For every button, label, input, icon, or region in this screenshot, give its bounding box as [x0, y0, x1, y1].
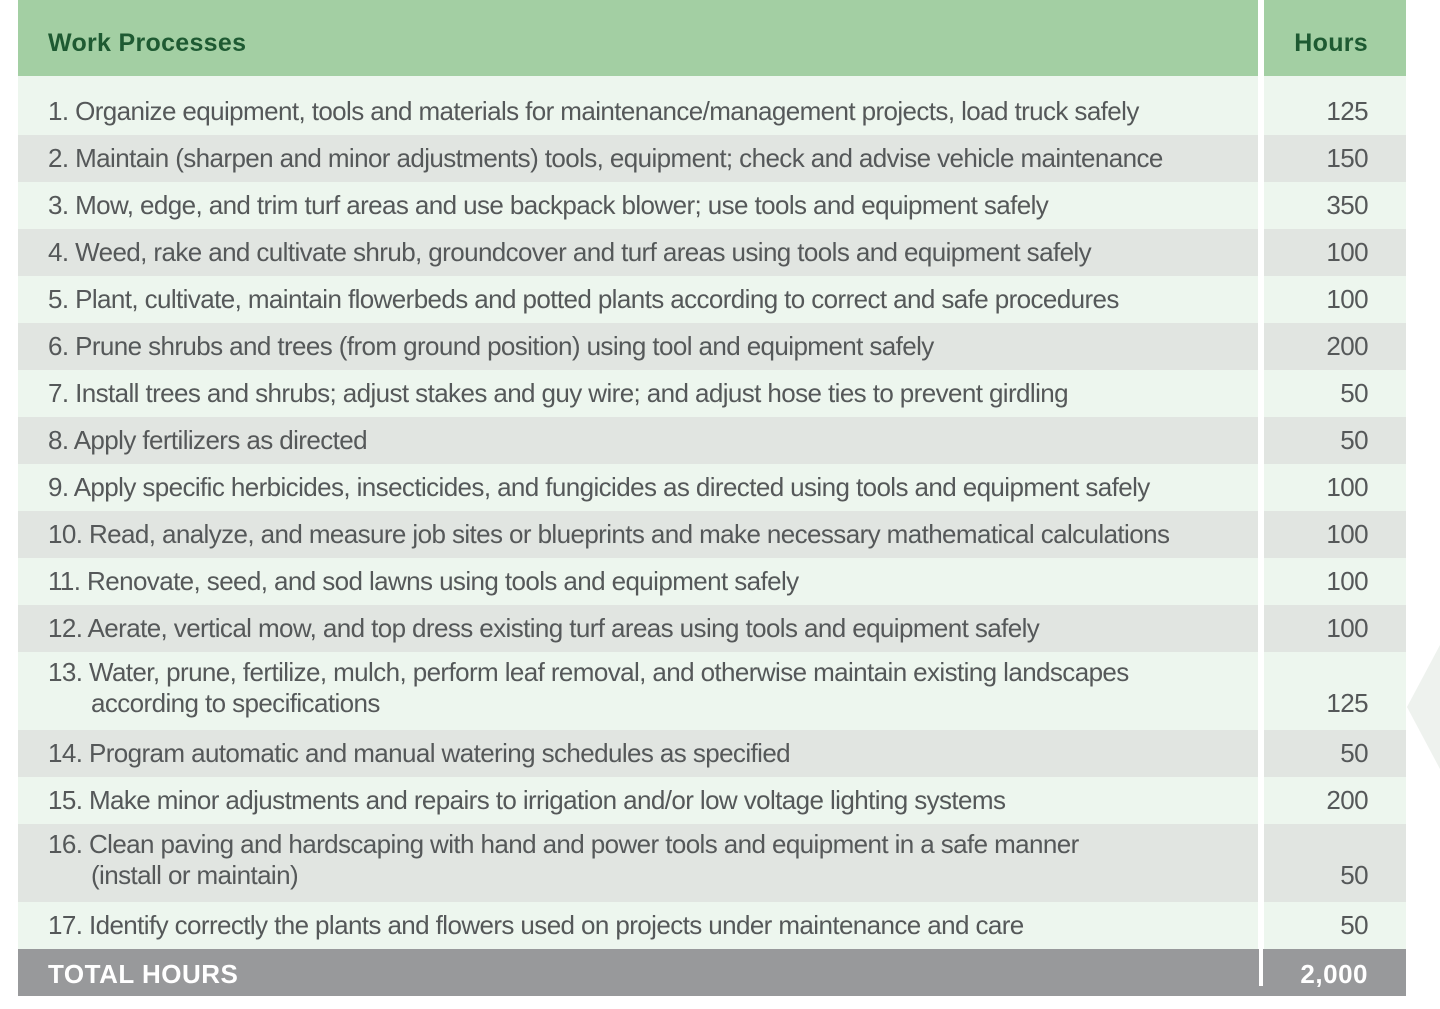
- table-row: [18, 730, 1406, 777]
- process-cell: [18, 182, 1258, 229]
- hours-cell: 100: [1264, 464, 1406, 511]
- header-work-processes: Work Processes: [18, 0, 1258, 76]
- process-number: 8.: [48, 425, 69, 455]
- table-row: [18, 824, 1406, 902]
- work-processes-table: [18, 0, 1406, 996]
- hours-cell: 100: [1264, 605, 1406, 652]
- process-cell: [18, 370, 1258, 417]
- process-number: 3.: [48, 190, 69, 220]
- process-cell: [18, 558, 1258, 605]
- table-row: [18, 76, 1406, 135]
- process-cell: [18, 323, 1258, 370]
- process-cell: [18, 824, 1258, 902]
- table-row: [18, 276, 1406, 323]
- process-cell: [18, 605, 1258, 652]
- process-cell: [18, 464, 1258, 511]
- process-text: Maintain (sharpen and minor adjustments) tools, equipment; check and advise vehicle maintenance: [75, 143, 1163, 173]
- column-divider: [1258, 949, 1264, 996]
- table-row: [18, 370, 1406, 417]
- process-text: Aerate, vertical mow, and top dress existing turf areas using tools and equipment safely: [87, 613, 1040, 643]
- process-cell: [18, 76, 1258, 135]
- process-number: 16.: [48, 829, 83, 859]
- table-row: [18, 464, 1406, 511]
- hours-cell: 100: [1264, 558, 1406, 605]
- hours-cell: 125: [1264, 76, 1406, 135]
- process-number: 4.: [48, 237, 69, 267]
- total-label: TOTAL HOURS: [18, 949, 1258, 996]
- hours-cell: 200: [1264, 323, 1406, 370]
- process-text: Water, prune, fertilize, mulch, perform leaf removal, and otherwise maintain existing landscapes: [88, 657, 1129, 687]
- process-number: 17.: [48, 910, 83, 940]
- process-text: Read, analyze, and measure job sites or blueprints and make necessary mathematical calculations: [88, 519, 1170, 549]
- process-cell: [18, 276, 1258, 323]
- process-cell: [18, 652, 1258, 730]
- process-text-continued: (install or maintain): [91, 860, 299, 890]
- process-number: 12.: [48, 613, 83, 643]
- process-number: 15.: [48, 785, 83, 815]
- header-hours: Hours: [1264, 0, 1406, 76]
- process-text: Renovate, seed, and sod lawns using tools and equipment safely: [87, 566, 799, 596]
- process-number: 2.: [48, 143, 69, 173]
- process-text: Clean paving and hardscaping with hand and power tools and equipment in a safe manner: [88, 829, 1079, 859]
- process-cell: [18, 417, 1258, 464]
- process-cell: [18, 730, 1258, 777]
- process-text: Make minor adjustments and repairs to irrigation and/or low voltage lighting systems: [88, 785, 1006, 815]
- table-header: [18, 0, 1406, 76]
- process-text: Install trees and shrubs; adjust stakes and guy wire; and adjust hose ties to prevent girdling: [75, 378, 1068, 408]
- process-text: Apply specific herbicides, insecticides, and fungicides as directed using tools and equipment safely: [73, 472, 1150, 502]
- process-cell: [18, 902, 1258, 949]
- decorative-arrow-shape: [1407, 645, 1440, 769]
- table-row: [18, 135, 1406, 182]
- hours-cell: 125: [1264, 652, 1406, 730]
- hours-cell: 50: [1264, 417, 1406, 464]
- process-number: 13.: [48, 657, 83, 687]
- table-row: [18, 182, 1406, 229]
- hours-cell: 350: [1264, 182, 1406, 229]
- hours-cell: 100: [1264, 229, 1406, 276]
- process-number: 11.: [48, 566, 81, 596]
- table-row: [18, 902, 1406, 949]
- table-row: [18, 417, 1406, 464]
- hours-cell: 100: [1264, 511, 1406, 558]
- hours-cell: 150: [1264, 135, 1406, 182]
- process-text: Organize equipment, tools and materials for maintenance/management projects, load truck safely: [75, 96, 1139, 126]
- process-cell: [18, 229, 1258, 276]
- process-number: 14.: [48, 738, 83, 768]
- process-text: Program automatic and manual watering schedules as specified: [88, 738, 791, 768]
- process-text: Weed, rake and cultivate shrub, groundcover and turf areas using tools and equipment safely: [75, 237, 1092, 267]
- hours-cell: 50: [1264, 902, 1406, 949]
- process-text: Mow, edge, and trim turf areas and use backpack blower; use tools and equipment safely: [75, 190, 1049, 220]
- process-text-continued: according to specifications: [91, 688, 380, 718]
- process-text: Plant, cultivate, maintain flowerbeds and potted plants according to correct and safe procedures: [75, 284, 1119, 314]
- process-number: 7.: [48, 378, 69, 408]
- total-value: 2,000: [1264, 949, 1406, 996]
- process-number: 9.: [48, 472, 69, 502]
- process-number: 6.: [48, 331, 69, 361]
- table-row: [18, 323, 1406, 370]
- total-row: [18, 949, 1406, 996]
- hours-cell: 50: [1264, 730, 1406, 777]
- process-text: Apply fertilizers as directed: [73, 425, 367, 455]
- process-number: 1.: [48, 96, 69, 126]
- hours-cell: 50: [1264, 824, 1406, 902]
- hours-cell: 100: [1264, 276, 1406, 323]
- table-row: [18, 652, 1406, 730]
- process-text: Prune shrubs and trees (from ground position) using tool and equipment safely: [75, 331, 934, 361]
- process-number: 5.: [48, 284, 69, 314]
- process-cell: [18, 777, 1258, 824]
- table-row: [18, 558, 1406, 605]
- table-row: [18, 777, 1406, 824]
- table-row: [18, 605, 1406, 652]
- process-cell: [18, 135, 1258, 182]
- process-cell: [18, 511, 1258, 558]
- hours-cell: 50: [1264, 370, 1406, 417]
- process-text: Identify correctly the plants and flowers used on projects under maintenance and care: [88, 910, 1024, 940]
- hours-cell: 200: [1264, 777, 1406, 824]
- process-number: 10.: [48, 519, 83, 549]
- table-row: [18, 229, 1406, 276]
- table-row: [18, 511, 1406, 558]
